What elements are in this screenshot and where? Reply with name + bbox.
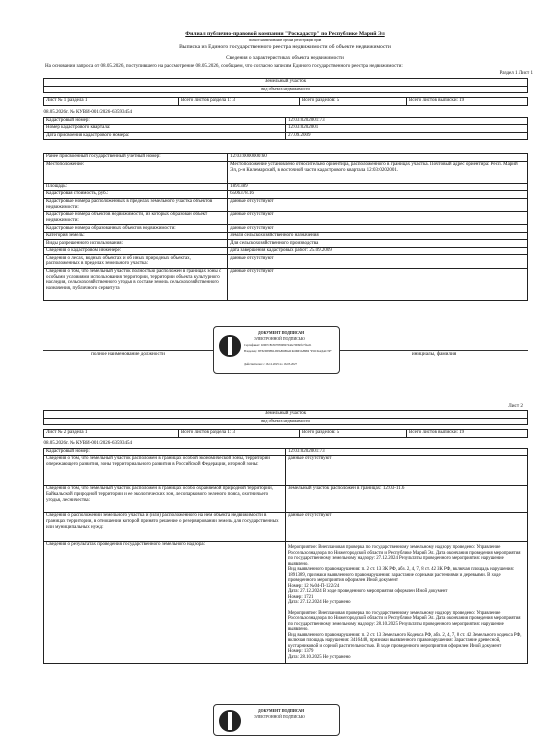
object-type-sub: вид объекта недвижимости xyxy=(44,86,528,93)
table-row: Сведения о расположении земельного участка и (или) расположенного на нем объекта недвижимости в границах территории, в отношении которой принято решение о резервировании земель для государственных или муниципальных нужд: данные отсутствуют xyxy=(44,513,528,542)
table-row: Местоположение: Местоположение установлено относительно ориентира, расположенного в границах участка. Почтовый адрес ориентира: Респ. Марий Эл, р-н Килемарский, в восточной части кадастрового квартала 12:03:0202001. xyxy=(44,161,528,183)
e-signature-stamp: ДОКУМЕНТ ПОДПИСАН ЭЛЕКТРОННОЙ ПОДПИСЬЮ Сертификат: 02907c8b36785998d72a6e70060fc7f2ed1 Владелец: ПУБЛИЧНО-ПРАВОВАЯ КОМПАНИЯ "РОСКАДАСТР" Действителен: с 16.12.2025 по 16.03.2027 xyxy=(213,326,340,374)
sheets-in-section: Всего листов раздела 1: 3 xyxy=(178,98,299,106)
sheet1-main-table xyxy=(43,153,528,301)
table-row: Кадастровые номера расположенных в пределах земельного участка объектов недвижимости: данные отсутствуют xyxy=(44,198,528,211)
sheet1-type-header xyxy=(43,78,528,93)
sheet1-top-table xyxy=(43,110,528,140)
request-number: 08.05.2026г. № КУВИ-001/2026-63593454 xyxy=(43,110,132,116)
doc-title: Выписка из Единого государственного реестра недвижимости об объекте недвижимости xyxy=(179,44,391,50)
sheet2-table: 08.05.2026г. № КУВИ-001/2026-63593454 Кадастровый номер: 12:03:0202001:73 Сведения о том, что земельный участок расположен в границах особой экономической зоны, территории опережающего развития, зоны территориального развития в Российской Федерации, игорной зоны: данные отсутствуют Сведения о том, что земельный участок расположен в границах особо охраняемой природной территории, Байкальской природной территории и ее экологических зон, лесопаркового зеленого пояса, охотничьего угодья, лесничества: Земельный участок расположен в границах: 12:03-11.6 Сведения о расположении земельного участка и (или) расположенного на нем объекта недвижимости в границах территории, в отношении которой принято решение о резервировании земель для государственных или муниципальных нужд: данные отсутствуют Сведения о результатах проведения государственного земельного надзора: Мероприятие: Внеплановая проверка по государственному земельному надзору проведено: Управление Россельхознадзора по Нижегородской области и Республике Марий Эл. Дата окончания проведения мероприятия по государственному земельному надзору: 27.12.2024 Результаты проведенного мероприятия: нарушение выявлено. Вид выявленного правонарушения: п. 2 ст. 13 ЗК РФ, абз. 2, 4, 7, 8 ст. 42 ЗК РФ, включая площадь нарушения: 1891389, признаки выявленного правонарушения: зарастание сорными растениями и деревьями. В ходе проведенного мероприятия оформлен Иной документ Номер: 12 №04-П-122/24 Дата: 27.12.2024 В ходе проведенного мероприятия оформлен Иной документ Номер: 1721 Дата: 27.12.2024 Не устранено Мероприятие: Внеплановая проверка по государственному земельному надзору проведено: Управление Россельхознадзора по Нижегородской области и Республике Марий Эл. Дата окончания проведения мероприятия по государственному земельному надзору: 28.10.2025 Результаты проведенного мероприятия: нарушение выявлено. Вид выявленного правонарушения: п. 2 ст. 13 Земельного Кодекса РФ, абз. 2, 4, 7, 8 ст. 42 Земельного кодекса РФ, включая площадь нарушения: 3416448, признаки выявленного правонарушения: Зарастание древесной, кустарниковой и сорной растительностью. В ходе проведенного мероприятия оформлен Иной документ Номер: 1379 Дата: 28.10.2025 Не устранено xyxy=(43,441,528,664)
table-row: Кадастровые номера образованных объектов недвижимости: данные отсутствуют xyxy=(44,225,528,233)
section-label: Раздел 1 Лист 1 xyxy=(499,71,533,76)
sheet2-counts: Лист № 2 раздела 1 Всего листов раздела 1: 3 Всего разделов: 5 Всего листов выписки: 19 xyxy=(43,429,528,438)
table-row: Дата присвоения кадастрового номера: 27.09.2009 xyxy=(44,132,528,140)
sheet2-type-header: Земельный участок вид объекта недвижимости xyxy=(43,410,528,425)
object-type-title: Земельный участок xyxy=(44,79,528,87)
table-row: Категория земель: Земли сельскохозяйственного назначения xyxy=(44,232,528,240)
table-row: Сведения о том, что земельный участок полностью расположен в границах зоны с особыми условиями использования территории, территории объекта культурного наследия, сельскохозяйственного угодья в составе земель сельскохозяйственного назначения, публичного сервитута данные отсутствуют xyxy=(44,268,528,300)
table-row: Сведения о лесах, водных объектах и об иных природных объектах, расположенных в пределах земельного участка: данные отсутствуют xyxy=(44,255,528,268)
org-subtitle: полное наименование органа регистрации прав xyxy=(248,38,322,42)
table-row: Сведения о кадастровом инженере: дата завершения кадастровых работ: 25.09.2009 xyxy=(44,247,528,255)
table-row: Сведения о результатах проведения государственного земельного надзора: Мероприятие: Внеплановая проверка по государственному земельному надзору проведено: Управление Россельхознадзора по Нижегородской области и Республике Марий Эл. Дата окончания проведения мероприятия по государственному земельному надзору: 27.12.2024 Результаты проведенного мероприятия: нарушение выявлено. Вид выявленного правонарушения: п. 2 ст. 13 ЗК РФ, абз. 2, 4, 7, 8 ст. 42 ЗК РФ, включая площадь нарушения: 1891389, признаки выявленного правонарушения: зарастание сорными растениями и деревьями. В ходе проведенного мероприятия оформлен Иной документ Номер: 12 №04-П-122/24 Дата: 27.12.2024 В ходе проведенного мероприятия оформлен Иной документ Номер: 1721 Дата: 27.12.2024 Не устранено Мероприятие: Внеплановая проверка по государственному земельному надзору проведено: Управление Россельхознадзора по Нижегородской области и Республике Марий Эл. Дата окончания проведения мероприятия по государственному земельному надзору: 28.10.2025 Результаты проведенного мероприятия: нарушение выявлено. Вид выявленного правонарушения: п. 2 ст. 13 Земельного Кодекса РФ, абз. 2, 4, 7, 8 ст. 42 Земельного кодекса РФ, включая площадь нарушения: 3416448, признаки выявленного правонарушения: Зарастание древесной, кустарниковой и сорной растительностью. В ходе проведенного мероприятия оформлен Иной документ Номер: 1379 Дата: 28.10.2025 Не устранено xyxy=(44,542,528,664)
roskadastr-logo-icon xyxy=(219,335,241,357)
sheet2-label: Лист 2 xyxy=(508,403,523,409)
sheet1-counts xyxy=(43,97,528,106)
table-row: Сведения о том, что земельный участок расположен в границах особо охраняемой природной территории, Байкальской природной территории и ее экологических зон, лесопаркового зеленого пояса, охотничьего угодья, лесничества: Земельный участок расположен в границах: 12:03-11.6 xyxy=(44,486,528,513)
table-row: Сведения о том, что земельный участок расположен в границах особой экономической зоны, территории опережающего развития, зоны территориального развития в Российской Федерации, игорной зоны: данные отсутствуют xyxy=(44,456,528,486)
sheets-total: Всего листов выписки: 19 xyxy=(406,98,527,106)
name-caption: инициалы, фамилия xyxy=(411,351,457,357)
position-caption: полное наименование должности xyxy=(91,351,165,357)
control-event-2: Мероприятие: Внеплановая проверка по государственному земельному надзору проведено: Управление Россельхознадзора по Нижегородской области и Республике Марий Эл. Дата окончания проведения мероприятия по государственному земельному надзору: 28.10.2025 Результаты проведенного мероприятия: нарушение выявлено. Вид выявленного правонарушения: п. 2 ст. 13 Земельного Кодекса РФ, абз. 2, 4, 7, 8 ст. 42 Земельного кодекса РФ, включая площадь нарушения: 3416448, признаки выявленного правонарушения: Зарастание древесной, кустарниковой и сорной растительностью. В ходе проведенного мероприятия оформлен Иной документ Номер: 1379 Дата: 28.10.2025 Не устранено xyxy=(288,610,522,660)
table-row: Кадастровый номер: 12:03:0202001:73 xyxy=(44,117,528,125)
roskadastr-logo-icon xyxy=(219,710,241,732)
table-row: Кадастровый номер: 12:03:0202001:73 xyxy=(44,448,528,456)
org-title: Филиал публично-правовой компании "Роскадастр" по Республике Марий Эл xyxy=(185,31,385,37)
sheet-number: Лист № 1 раздела 1 xyxy=(44,98,179,106)
table-row: Ранее присвоенный государственный учетный номер: 12:03:0000000:60 xyxy=(44,154,528,162)
basis-text: На основании запроса от 08.05.2026, поступившего на рассмотрение 08.05.2026, сообщаем, что согласно записям Единого государственного реестра недвижимости: xyxy=(45,63,403,69)
control-event-1: Мероприятие: Внеплановая проверка по государственному земельному надзору проведено: Управление Россельхознадзора по Нижегородской области и Республике Марий Эл. Дата окончания проведения мероприятия по государственному земельному надзору: 27.12.2024 Результаты проведенного мероприятия: нарушение выявлено. Вид выявленного правонарушения: п. 2 ст. 13 ЗК РФ, абз. 2, 4, 7, 8 ст. 42 ЗК РФ, включая площадь нарушения: 1891389, признаки выявленного правонарушения: зарастание сорными растениями и деревьями. В ходе проведенного мероприятия оформлен Иной документ Номер: 12 №04-П-122/24 Дата: 27.12.2024 В ходе проведенного мероприятия оформлен Иной документ Номер: 1721 Дата: 27.12.2024 Не устранено xyxy=(288,545,521,606)
table-row: Кадастровые номера объектов недвижимости, из которых образован объект недвижимости: данные отсутствуют xyxy=(44,211,528,224)
sections-total: Всего разделов: 5 xyxy=(299,98,406,106)
e-signature-stamp-2: ДОКУМЕНТ ПОДПИСАН ЭЛЕКТРОННОЙ ПОДПИСЬЮ xyxy=(213,704,340,736)
table-row: Виды разрешенного использования: Для сельскохозяйственного производства xyxy=(44,240,528,248)
table-row: Кадастровая стоимость, руб.: 6506378.16 xyxy=(44,191,528,199)
doc-subtitle: Сведения о характеристиках объекта недвижимости xyxy=(226,55,344,61)
table-row: Номер кадастрового квартала: 12:03:0202001 xyxy=(44,125,528,133)
table-row: Площадь: 1891389 xyxy=(44,183,528,191)
